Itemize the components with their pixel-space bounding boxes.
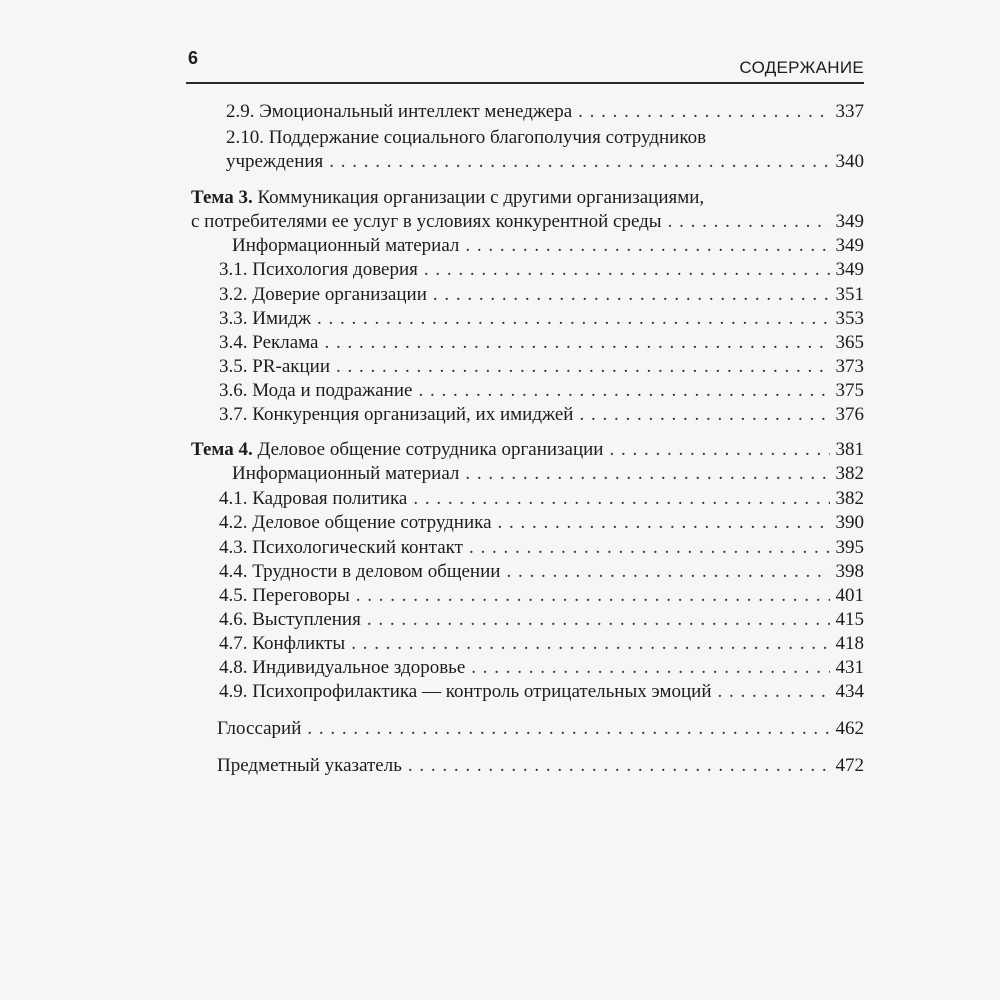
toc-entry-page: 395 — [835, 537, 864, 558]
toc-entry-title: с потребителями ее услуг в условиях конкурентной среды — [191, 211, 662, 232]
toc-entry — [219, 536, 864, 560]
toc-entry-title: Доверие организации — [252, 284, 427, 305]
toc-entry-page: 337 — [835, 101, 864, 122]
toc-entry-page: 401 — [835, 585, 864, 606]
toc-entry — [219, 487, 864, 511]
toc-entry-page: 353 — [835, 308, 864, 329]
toc-leader — [609, 438, 829, 462]
toc-entry — [219, 656, 864, 680]
toc-entry-title: Психопрофилактика — контроль отрицательных эмоций — [252, 681, 712, 702]
page-number: 6 — [188, 48, 199, 68]
toc-section-number: Тема 3. — [191, 187, 253, 208]
toc-entry-page: 375 — [835, 380, 864, 401]
toc-entry-number: 4.2. — [219, 512, 248, 533]
toc-entry — [226, 126, 706, 150]
toc-entry-title: Информационный материал — [232, 463, 460, 484]
toc-entry-number: 4.9. — [219, 681, 248, 702]
toc-entry-number: 4.3. — [219, 537, 248, 558]
toc-entry-page: 398 — [835, 561, 864, 582]
toc-entry-title: Информационный материал — [232, 235, 460, 256]
toc-leader — [413, 487, 829, 511]
toc-entry-continuation — [226, 150, 864, 174]
toc-leader — [506, 560, 829, 584]
toc-entry-number: 3.2. — [219, 284, 248, 305]
toc-entry-title: Реклама — [252, 332, 319, 353]
toc-entry-title: Поддержание социального благополучия сотрудников — [268, 127, 707, 148]
toc-entry-number: 3.5. — [219, 356, 248, 377]
toc-entry-number: 4.6. — [219, 609, 248, 630]
toc-entry-title: Психологический контакт — [252, 537, 463, 558]
toc-entry-number: 2.9. — [226, 101, 255, 122]
toc-entry-title: Трудности в деловом общении — [252, 561, 501, 582]
toc-entry — [219, 584, 864, 608]
toc-entry — [219, 307, 864, 331]
toc-leader — [469, 536, 830, 560]
toc-leader — [336, 355, 830, 379]
toc-entry — [232, 234, 864, 258]
toc-entry-title: Имидж — [252, 308, 311, 329]
toc-entry — [219, 632, 864, 656]
toc-entry-title: учреждения — [226, 151, 324, 172]
toc-entry — [219, 680, 864, 704]
toc-entry-title: PR-акции — [252, 356, 330, 377]
toc-section-number: Тема 4. — [191, 439, 253, 460]
toc-entry — [219, 403, 864, 427]
toc-entry-title: Переговоры — [252, 585, 350, 606]
toc-entry-number: 2.10. — [226, 127, 264, 148]
header-rule — [186, 82, 864, 84]
toc-entry-page: 382 — [835, 463, 864, 484]
toc-entry — [217, 717, 864, 741]
toc-entry — [219, 608, 864, 632]
toc-section-heading — [191, 438, 864, 462]
toc-entry-title: Деловое общение сотрудника организации — [257, 439, 604, 460]
toc-entry-title: Психология доверия — [252, 259, 418, 280]
toc-leader — [307, 717, 829, 741]
toc-leader — [668, 210, 830, 234]
toc-entry — [219, 331, 864, 355]
toc-entry — [219, 283, 864, 307]
toc-entry-title: Индивидуальное здоровье — [252, 657, 466, 678]
toc-entry-page: 415 — [835, 609, 864, 630]
toc-entry-title: Предметный указатель — [217, 755, 402, 776]
toc-entry — [232, 462, 864, 486]
toc-entry — [219, 560, 864, 584]
toc-leader — [317, 307, 830, 331]
toc-leader — [424, 258, 830, 282]
toc-entry-page: 390 — [835, 512, 864, 533]
toc-entry-page: 373 — [835, 356, 864, 377]
toc-entry-title: Глоссарий — [217, 718, 302, 739]
toc-leader — [718, 680, 830, 704]
toc-leader — [465, 462, 829, 486]
toc-entry — [219, 511, 864, 535]
toc-entry-number: 3.1. — [219, 259, 248, 280]
toc-entry-page: 376 — [835, 404, 864, 425]
toc-leader — [498, 511, 830, 535]
toc-entry-title: Коммуникация организации с другими организациями, — [257, 187, 705, 208]
toc-entry-number: 3.6. — [219, 380, 248, 401]
toc-entry-title: Мода и подражание — [252, 380, 413, 401]
toc-entry-number: 3.4. — [219, 332, 248, 353]
running-header-title: СОДЕРЖАНИЕ — [739, 58, 864, 77]
toc-entry-title: Кадровая политика — [252, 488, 408, 509]
toc-entry-number: 3.3. — [219, 308, 248, 329]
toc-entry-page: 349 — [835, 259, 864, 280]
toc-entry — [219, 355, 864, 379]
toc-entry-page: 418 — [835, 633, 864, 654]
toc-leader — [579, 403, 829, 427]
toc-section-heading-continuation — [191, 210, 864, 234]
toc-entry-page: 472 — [835, 755, 864, 776]
toc-entry-page: 349 — [835, 211, 864, 232]
toc-entry-page: 365 — [835, 332, 864, 353]
toc-leader — [408, 754, 830, 778]
toc-leader — [356, 584, 830, 608]
toc-entry — [219, 258, 864, 282]
toc-entry-title: Эмоциональный интеллект менеджера — [259, 101, 573, 122]
toc-leader — [418, 379, 829, 403]
toc-entry-page: 381 — [835, 439, 864, 460]
toc-entry-number: 4.7. — [219, 633, 248, 654]
toc-entry-page: 351 — [835, 284, 864, 305]
toc-entry-page: 382 — [835, 488, 864, 509]
toc-leader — [329, 150, 829, 174]
toc-entry-title: Конкуренция организаций, их имиджей — [252, 404, 574, 425]
toc-entry-title: Выступления — [252, 609, 361, 630]
toc-entry-page: 340 — [835, 151, 864, 172]
toc-entry-page: 434 — [835, 681, 864, 702]
toc-leader — [324, 331, 829, 355]
toc-leader — [465, 234, 829, 258]
toc-entry-page: 462 — [835, 718, 864, 739]
toc-leader — [351, 632, 829, 656]
toc-entry-number: 4.8. — [219, 657, 248, 678]
toc-entry-number: 3.7. — [219, 404, 248, 425]
toc-leader — [433, 283, 830, 307]
toc-entry — [226, 100, 864, 124]
toc-entry — [217, 754, 864, 778]
toc-entry-title: Конфликты — [252, 633, 346, 654]
toc-section-heading — [191, 186, 704, 210]
toc-entry-page: 431 — [835, 657, 864, 678]
toc-entry-number: 4.4. — [219, 561, 248, 582]
toc-entry — [219, 379, 864, 403]
toc-entry-number: 4.1. — [219, 488, 248, 509]
toc-entry-title: Деловое общение сотрудника — [252, 512, 492, 533]
toc-leader — [578, 100, 829, 124]
toc-entry-number: 4.5. — [219, 585, 248, 606]
toc-entry-page: 349 — [835, 235, 864, 256]
toc-leader — [471, 656, 829, 680]
toc-leader — [367, 608, 830, 632]
